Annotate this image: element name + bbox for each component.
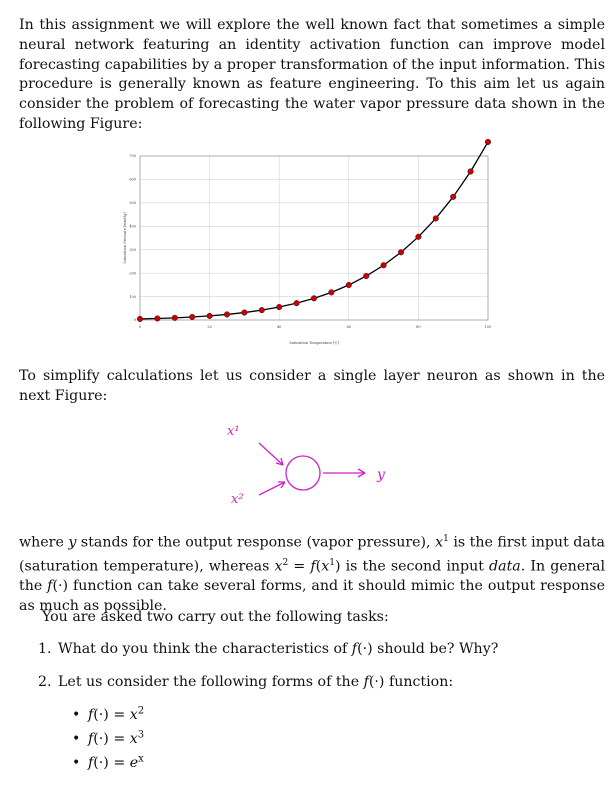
vapor-pressure-chart — [118, 150, 492, 350]
y-tick-label: 0 — [133, 318, 136, 323]
data-point — [485, 139, 491, 145]
data-point — [259, 307, 265, 313]
y-tick-label: 300 — [129, 247, 136, 252]
tasks-intro: You are asked two carry out the following tasks: — [42, 609, 389, 625]
series-points — [137, 139, 491, 322]
data-point — [416, 234, 422, 240]
data-point — [242, 310, 248, 316]
y-tick-label: 200 — [129, 271, 136, 276]
chart-ticks — [129, 154, 491, 329]
y-tick-label: 600 — [129, 177, 136, 182]
data-point — [224, 312, 230, 318]
x-tick-label: 60 — [346, 325, 352, 329]
input2-arrow — [259, 482, 285, 495]
data-point — [450, 194, 456, 200]
data-point — [311, 296, 317, 302]
input1-arrow — [259, 443, 283, 465]
data-point — [137, 316, 143, 322]
data-point — [363, 273, 369, 279]
data-point — [398, 249, 404, 255]
y-tick-label: 100 — [129, 294, 136, 299]
neuron-node — [286, 456, 320, 490]
data-point — [294, 300, 300, 306]
data-point — [155, 316, 161, 322]
bullet-item: • $f(\cdot) = e^x$ — [72, 753, 144, 771]
task-item: 2. Let us consider the following forms of the f(·) function: — [38, 674, 454, 690]
data-point — [468, 169, 474, 175]
task-item: 1. What do you think the characteristics of f(·) should be? Why? — [38, 641, 499, 657]
bullet-item: • $f(\cdot) = x^3$ — [72, 729, 145, 747]
intro-paragraph: In this assignment we will explore the well known fact that sometimes a simple neural network featuring an identity activation function can improve model forecasting capabilities by a proper transformation of the input information. This procedure is generally known as feature engineering. To this aim let us again consider the problem of forecasting the water vapor pressure data shown in the following Figure: — [19, 17, 605, 132]
data-point — [172, 315, 178, 321]
data-point — [381, 262, 387, 268]
x-tick-label: 0 — [138, 325, 142, 329]
x-tick-label: 80 — [416, 325, 421, 329]
x-axis-label: Saturation Temperature [C] — [289, 341, 339, 345]
series-line — [140, 142, 488, 319]
y-tick-label: 500 — [129, 201, 136, 206]
input2-label: x² — [231, 492, 244, 507]
data-point — [207, 313, 213, 319]
y-axis-label: Saturation Pressure [mmHg] — [123, 212, 127, 264]
bullet-item: • $f(\cdot) = x^2$ — [72, 705, 145, 723]
data-point — [276, 304, 282, 310]
x-tick-label: 100 — [484, 325, 492, 329]
neuron-intro-paragraph: To simplify calculations let us consider a single layer neuron as shown in the next Figure: — [19, 368, 605, 404]
data-point — [433, 216, 439, 222]
x-tick-label: 20 — [207, 325, 212, 329]
data-point — [329, 290, 335, 296]
y-tick-label: 400 — [129, 224, 136, 229]
data-point — [346, 282, 352, 288]
x-tick-label: 40 — [276, 325, 282, 329]
neuron-diagram — [215, 415, 410, 505]
y-tick-label: 700 — [129, 154, 136, 159]
variables-paragraph: where y stands for the output response (vapor pressure), $x^1$ is the first input data (saturation temperature), whereas $x^2 = f(x^1)$ is the second input data. In general the f(·) function can take several forms, and it should mimic the output response as much as possible. — [19, 534, 605, 614]
output-label: y — [377, 467, 385, 483]
data-point — [189, 314, 195, 320]
input1-label: x¹ — [227, 424, 240, 439]
